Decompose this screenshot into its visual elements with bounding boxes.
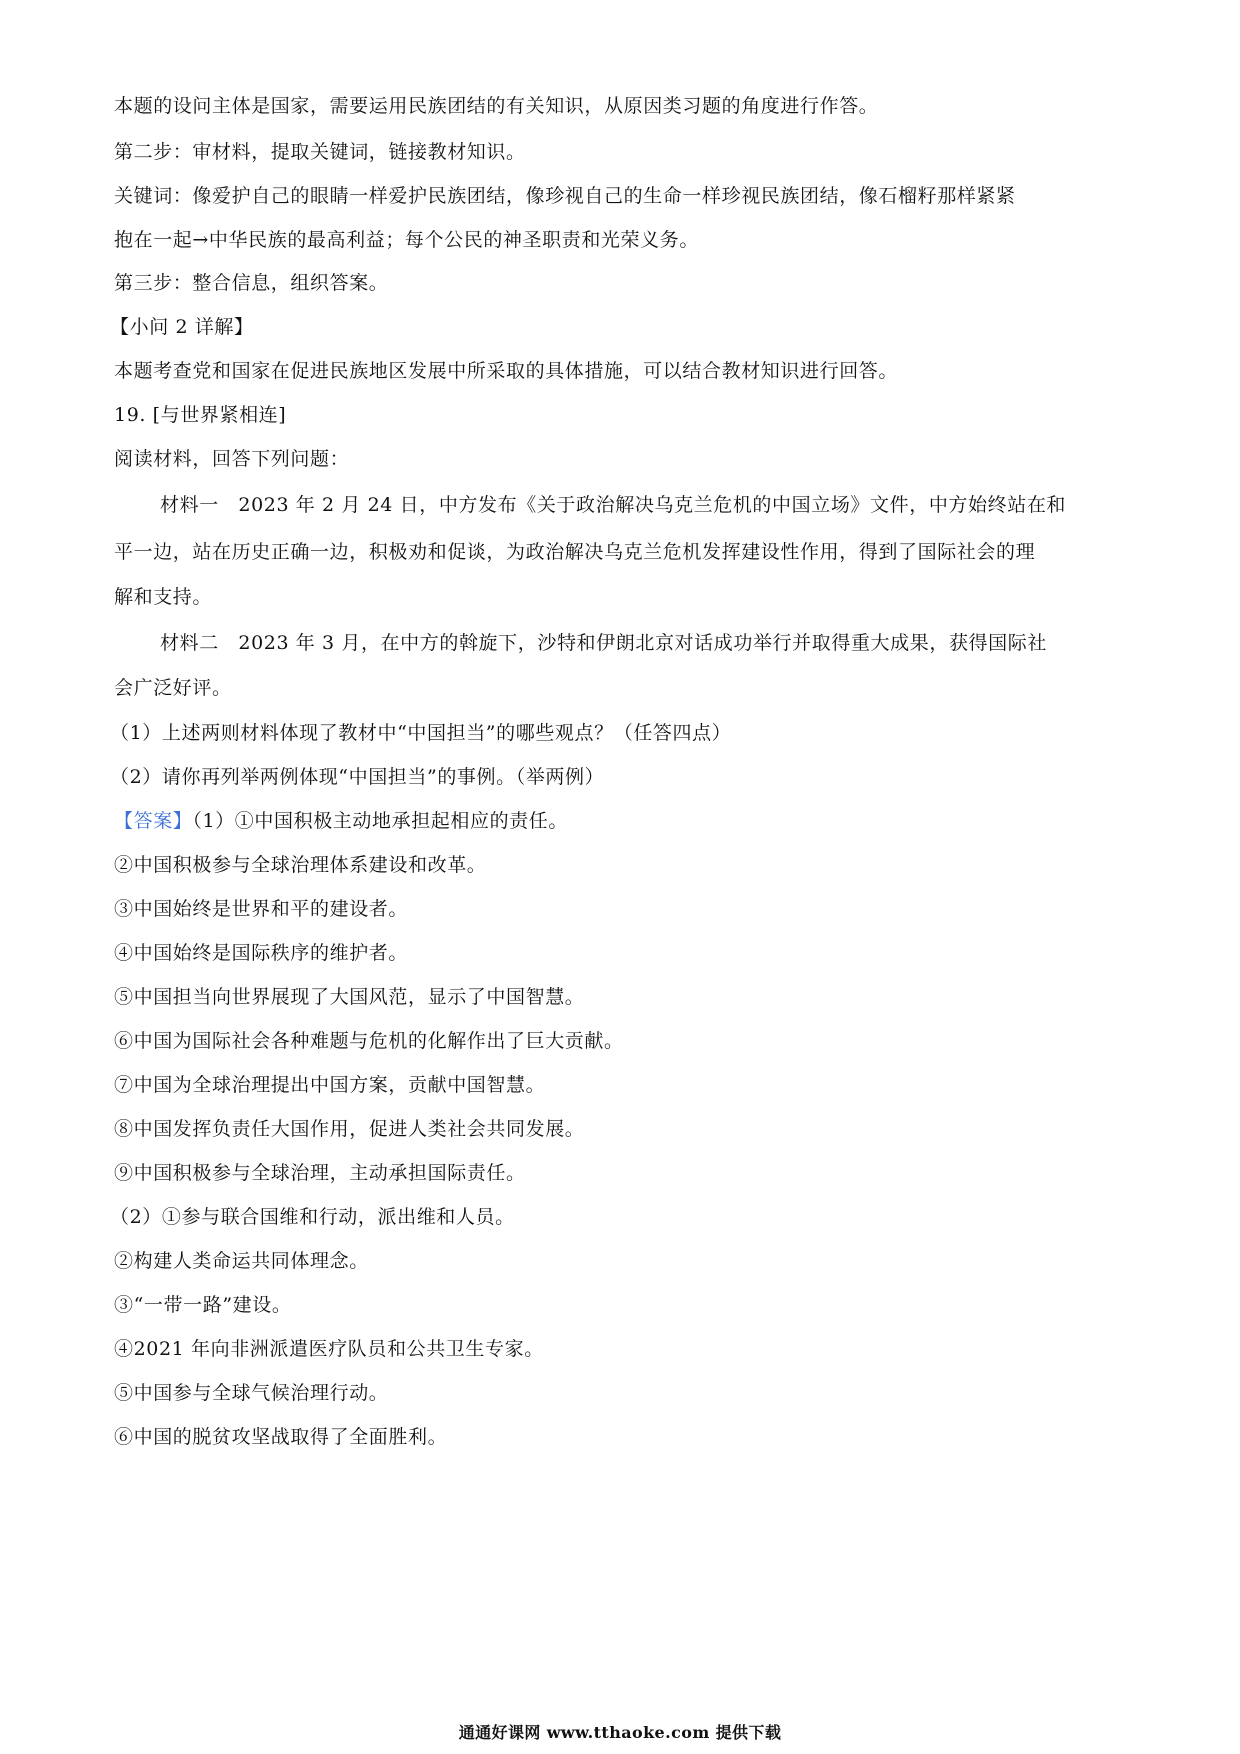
subquestion-2-heading: 【小问 2 详解】 xyxy=(110,316,254,338)
answer-item: ⑧中国发挥负责任大国作用，促进人类社会共同发展。 xyxy=(114,1118,585,1140)
sub-question-2: （2）请你再列举两例体现“中国担当”的事例。（举两例） xyxy=(110,766,605,788)
question-number: 19. [与世界紧相连] xyxy=(114,404,287,426)
answer-item: ③“一带一路”建设。 xyxy=(114,1294,292,1316)
keywords-line-cont: 抱在一起→中华民族的最高利益；每个公民的神圣职责和光荣义务。 xyxy=(114,229,699,251)
analysis-step-two: 第二步：审材料，提取关键词，链接教材知识。 xyxy=(114,141,526,163)
answer-item: ⑥中国为国际社会各种难题与危机的化解作出了巨大贡献。 xyxy=(114,1030,624,1052)
subquestion-2-explanation: 本题考查党和国家在促进民族地区发展中所采取的具体措施，可以结合教材知识进行回答。 xyxy=(114,360,899,382)
answer-item: ③中国始终是世界和平的建设者。 xyxy=(114,898,409,920)
material-1-cont: 平一边，站在历史正确一边，积极劝和促谈，为政治解决乌克兰危机发挥建设性作用，得到了国际社会的理 xyxy=(114,541,1036,563)
question-prompt: 阅读材料，回答下列问题： xyxy=(114,448,350,470)
answer-part1-first: （1）①中国积极主动地承担起相应的责任。 xyxy=(192,810,568,832)
answer-item: ⑥中国的脱贫攻坚战取得了全面胜利。 xyxy=(114,1426,448,1448)
material-2: 材料二 2023 年 3 月，在中方的斡旋下，沙特和伊朗北京对话成功举行并取得重大成果，获得国际社 xyxy=(160,632,1047,654)
answer-item: ⑦中国为全球治理提出中国方案，贡献中国智慧。 xyxy=(114,1074,546,1096)
analysis-line: 本题的设问主体是国家，需要运用民族团结的有关知识，从原因类习题的角度进行作答。 xyxy=(114,95,879,117)
analysis-step-three: 第三步：整合信息，组织答案。 xyxy=(114,272,389,294)
material-1-cont: 解和支持。 xyxy=(114,586,213,608)
answer-first-line xyxy=(114,808,1134,834)
material-1: 材料一 2023 年 2 月 24 日，中方发布《关于政治解决乌克兰危机的中国立场》文件，中方始终站在和 xyxy=(160,494,1067,516)
answer-item: ④2021 年向非洲派遣医疗队员和公共卫生专家。 xyxy=(114,1338,544,1360)
answer-item: ⑤中国参与全球气候治理行动。 xyxy=(114,1382,389,1404)
answer-part2-first: （2）①参与联合国维和行动，派出维和人员。 xyxy=(110,1206,515,1228)
keywords-line: 关键词：像爱护自己的眼睛一样爱护民族团结，像珍视自己的生命一样珍视民族团结，像石榴籽那样紧紧 xyxy=(114,185,1016,207)
footer-watermark: 通通好课网 www.tthaoke.com 提供下载 xyxy=(458,1723,782,1742)
answer-item: ②构建人类命运共同体理念。 xyxy=(114,1250,369,1272)
answer-item: ②中国积极参与全球治理体系建设和改革。 xyxy=(114,854,487,876)
answer-tag: 【答案】 xyxy=(114,810,193,832)
answer-item: ④中国始终是国际秩序的维护者。 xyxy=(114,942,409,964)
material-2-cont: 会广泛好评。 xyxy=(114,677,232,699)
answer-item: ⑨中国积极参与全球治理，主动承担国际责任。 xyxy=(114,1162,526,1184)
sub-question-1: （1）上述两则材料体现了教材中“中国担当”的哪些观点？（任答四点） xyxy=(110,722,732,744)
answer-item: ⑤中国担当向世界展现了大国风范，显示了中国智慧。 xyxy=(114,986,585,1008)
